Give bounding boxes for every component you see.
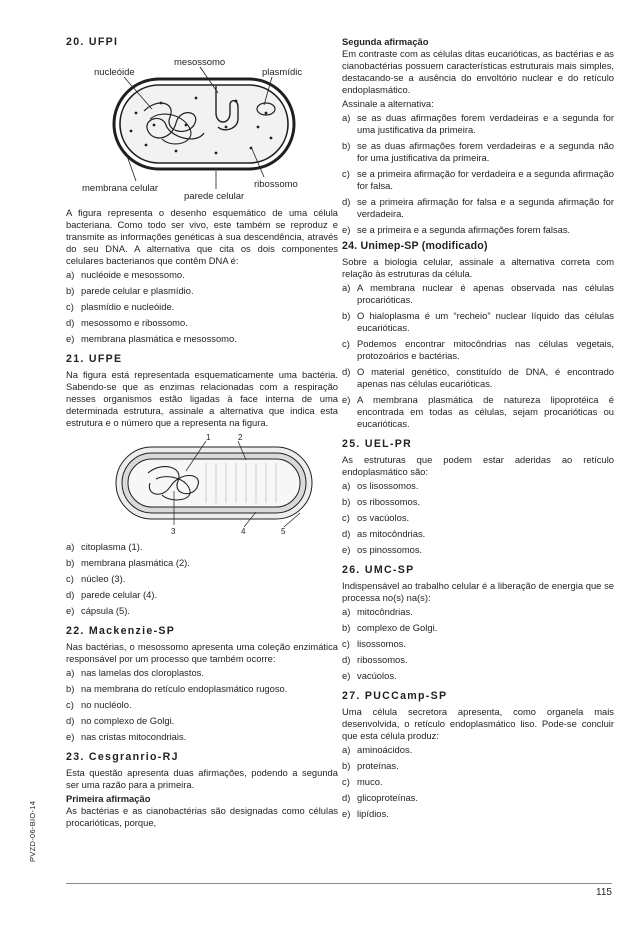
label-membrana: membrana celular — [82, 183, 159, 194]
question-20-text: A figura representa o desenho esquemático de uma célula bacteriana. Como todo ser vivo, este também se reproduz e transmite as informações genéticas à sua descendência, através do seu DNA. A alternativa que cita os dois componentes celulares bacterianos que contêm DNA é: — [66, 207, 338, 266]
option: e) nas cristas mitocondriais. — [66, 731, 187, 742]
option: d) O material genético, constituído de DNA, é encontrado apenas nas células eucarióticas. — [342, 366, 614, 389]
option: c) núcleo (3). — [66, 573, 126, 584]
option: c) se a primeira afirmação for verdadeira e a segunda afirmação for falsa. — [342, 168, 614, 191]
fig21-number-3: 3 — [171, 527, 176, 535]
option: b) se as duas afirmações forem verdadeiras e a segunda não for uma justificativa da primeira. — [342, 140, 614, 163]
bacterium-figure — [66, 433, 338, 535]
label-mesossomo: mesossomo — [174, 57, 226, 68]
question-20-header: 20. UFPI — [66, 36, 119, 48]
label-ribossomo: ribossomo — [254, 179, 298, 190]
fig21-number-1: 1 — [206, 433, 211, 442]
option: a) os lisossomos. — [342, 480, 419, 491]
question-23-first-text: As bactérias e as cianobactérias são designadas como células procarióticas, porque, — [66, 805, 338, 828]
fig21-number-4: 4 — [241, 527, 246, 535]
question-26-options — [342, 606, 614, 682]
option: a) mitocôndrias. — [342, 606, 413, 617]
option: c) muco. — [342, 776, 383, 787]
option: a) A membrana nuclear é apenas observada nas células procarióticas. — [342, 282, 614, 305]
page-number: 115 — [596, 887, 612, 898]
question-25-header: 25. UEL-PR — [342, 438, 413, 450]
question-21-options — [66, 541, 338, 617]
option: e) A membrana plasmática de natureza lipoprotéica é encontrada em todas as células, sejam procarióticas ou eucarióticas. — [342, 394, 614, 429]
side-code: PVZD-06-BIO-14 — [28, 800, 37, 862]
option: b) membrana plasmática (2). — [66, 557, 190, 568]
question-23-first-title: Primeira afirmação — [66, 793, 151, 804]
label-nucleoide: nucleóide — [94, 67, 135, 78]
question-27-header: 27. PUCCamp-SP — [342, 690, 448, 702]
question-27-options — [342, 744, 614, 820]
option: a) nucléoide e mesossomo. — [66, 269, 185, 280]
question-25-options — [342, 480, 614, 556]
fig21-number-2: 2 — [238, 433, 243, 442]
question-23-options — [342, 112, 614, 236]
option: a) citoplasma (1). — [66, 541, 143, 552]
option: a) aminoácidos. — [342, 744, 413, 755]
option: e) vacúolos. — [342, 670, 397, 681]
question-22-text: Nas bactérias, o mesossomo apresenta uma coleção enzimática responsável por um processo que também ocorre: — [66, 641, 338, 664]
question-26-header: 26. UMC-SP — [342, 564, 415, 576]
option: d) as mitocôndrias. — [342, 528, 426, 539]
question-23-second-title: Segunda afirmação — [342, 36, 429, 47]
question-21-text: Na figura está representada esquematicamente uma bactéria. Sabendo-se que as enzimas relacionadas com a respiração nesses organismos estão ligadas à face interna de uma determinada estrutura, assinale a alternativa que indica esta estrutura e o número que a representa na figura. — [66, 369, 338, 428]
option: d) glicoproteínas. — [342, 792, 418, 803]
option: e) cápsula (5). — [66, 605, 130, 616]
option: b) na membrana do retículo endoplasmático rugoso. — [66, 683, 288, 694]
left-column — [66, 36, 338, 831]
question-24-options — [342, 282, 614, 430]
option: c) os vacúolos. — [342, 512, 410, 523]
option: d) ribossomos. — [342, 654, 408, 665]
question-26-text: Indispensável ao trabalho celular é a liberação de energia que se processa no(s) na(s): — [342, 580, 614, 603]
option: e) membrana plasmática e mesossomo. — [66, 333, 237, 344]
fig21-number-5: 5 — [281, 527, 286, 535]
option: e) os pinossomos. — [342, 544, 423, 555]
footer-rule — [66, 883, 612, 884]
option: d) mesossomo e ribossomo. — [66, 317, 188, 328]
right-column — [342, 36, 614, 824]
question-24-text: Sobre a biologia celular, assinale a alternativa correta com relação às estruturas da célula. — [342, 256, 614, 279]
question-25-text: As estruturas que podem estar aderidas ao retículo endoplasmático são: — [342, 454, 614, 477]
bacterial-cell-diagram — [66, 53, 338, 201]
option: c) no nucléolo. — [66, 699, 132, 710]
option: b) parede celular e plasmídio. — [66, 285, 194, 296]
question-23-header: 23. Cesgranrio-RJ — [66, 751, 179, 763]
option: d) parede celular (4). — [66, 589, 158, 600]
option: b) proteínas. — [342, 760, 399, 771]
question-23-instruction: Assinale a alternativa: — [342, 98, 434, 109]
option: d) se a primeira afirmação for falsa e a segunda afirmação for verdadeira. — [342, 196, 614, 219]
question-22-options — [66, 667, 338, 743]
option: b) complexo de Golgi. — [342, 622, 438, 633]
option: e) se a primeira e a segunda afirmações forem falsas. — [342, 224, 571, 235]
option: a) se as duas afirmações forem verdadeiras e a segunda for uma justificativa da primeira. — [342, 112, 614, 135]
question-23-text: Esta questão apresenta duas afirmações, podendo a segunda ser uma razão para a primeira. — [66, 767, 338, 790]
option: a) nas lamelas dos cloroplastos. — [66, 667, 204, 678]
label-plasmidio: plasmídic — [262, 67, 303, 78]
label-parede: parede celular — [184, 191, 245, 201]
bacterial-cell-figure — [66, 53, 338, 201]
question-24-header: 24. Unimep-SP (modificado) — [342, 240, 488, 252]
question-20-options — [66, 269, 338, 345]
question-23-second-text: Em contraste com as células ditas eucarióticas, as bactérias e as cianobactérias possuem características estruturais mais simples, destacando-se a ausência do envoltório nuclear e do retículo endoplasmático. — [342, 48, 614, 95]
question-27-text: Uma célula secretora apresenta, como organela mais desenvolvida, o retículo endoplasmático liso. Pode-se concluir que esta célula produz: — [342, 706, 614, 741]
option: b) O hialoplasma é um “recheio” nuclear líquido das células eucarióticas. — [342, 310, 614, 333]
option: b) os ribossomos. — [342, 496, 421, 507]
option: c) lisossomos. — [342, 638, 406, 649]
option: c) Podemos encontrar mitocôndrias nas células vegetais, protozoários e bactérias. — [342, 338, 614, 361]
option: c) plasmídio e nucleóide. — [66, 301, 175, 312]
option: d) no complexo de Golgi. — [66, 715, 175, 726]
question-22-header: 22. Mackenzie-SP — [66, 625, 176, 637]
bacterium-diagram — [66, 433, 338, 535]
option: e) lipídios. — [342, 808, 389, 819]
question-21-header: 21. UFPE — [66, 353, 123, 365]
